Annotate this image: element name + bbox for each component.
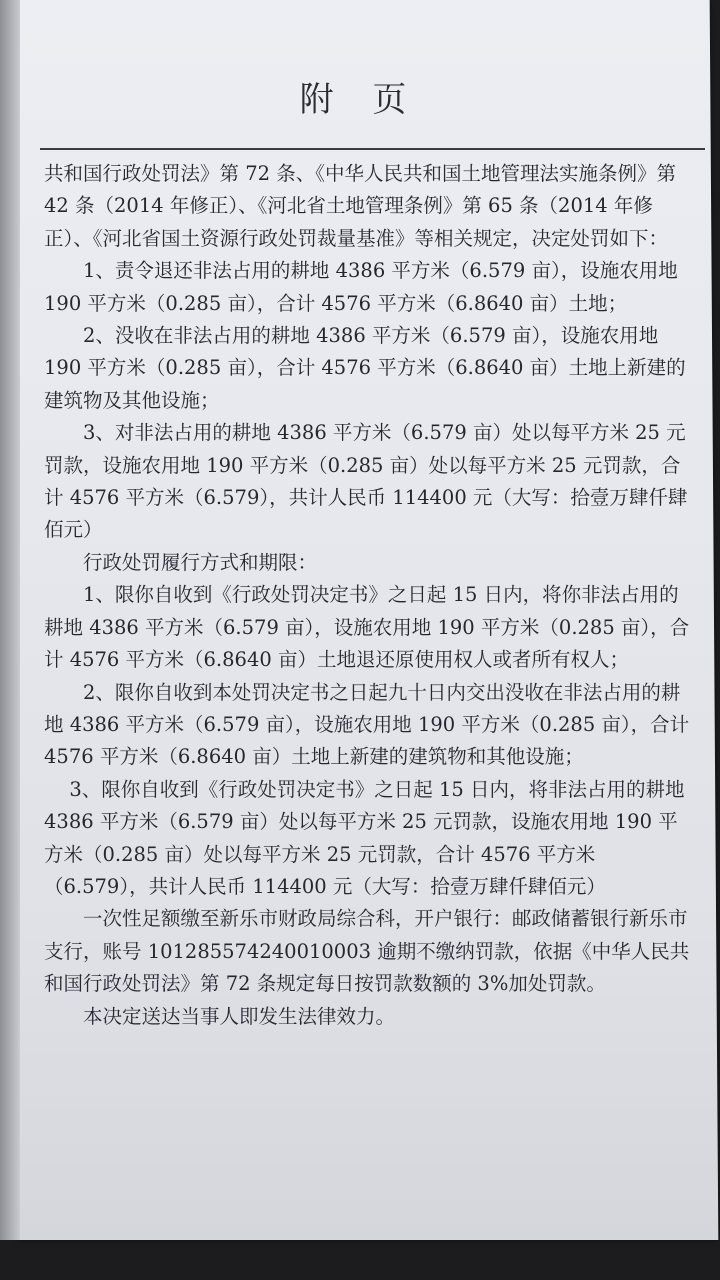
paragraph-execution-heading: 行政处罚履行方式和期限： xyxy=(83,550,318,574)
document-body xyxy=(44,158,694,1033)
page-title: 附 页 xyxy=(299,80,421,120)
paragraph-effect: 本决定送达当事人即发生法律效力。 xyxy=(83,1004,396,1028)
paragraph-penalty-2: 2、没收在非法占用的耕地 4386 平方米（6.579 亩），设施农用地 190 平方米（0.285 亩），合计 4576 平方米（6.8640 亩）土地上新建的建筑物及其他设施； xyxy=(44,324,686,412)
paragraph-payment: 一次性足额缴至新乐市财政局综合科，开户银行：邮政储蓄银行新乐市支行，账号 101285574240010003 逾期不缴纳罚款，依据《中华人民共和国行政处罚法》第 72 条规定每日按罚款数额的 3%加处罚款。 xyxy=(44,907,690,996)
paragraph-penalty-1: 1、责令退还非法占用的耕地 4386 平方米（6.579 亩），设施农用地 190 平方米（0.285 亩），合计 4576 平方米（6.8640 亩）土地； xyxy=(44,259,678,315)
page-edge xyxy=(0,0,20,1240)
paragraph-penalty-3: 3、对非法占用的耕地 4386 平方米（6.579 亩）处以每平方米 25 元罚款，设施农用地 190 平方米（0.285 亩）处以每平方米 25 元罚款，合计 4576 平方米（6.579），共计人民币 114400 元（大写：拾壹万肆仟肆佰元） xyxy=(44,421,688,542)
paragraph-execution-2: 2、限你自收到本处罚决定书之日起九十日内交出没收在非法占用的耕地 4386 平方米（6.579 亩），设施农用地 190 平方米（0.285 亩），合计 4576 平方米（6.8640 亩）土地上新建的建筑物和其他设施； xyxy=(44,680,690,769)
title-divider xyxy=(40,148,705,150)
paragraph-legal-basis: 共和国行政处罚法》第 72 条、《中华人民共和国土地管理法实施条例》第 42 条（2014 年修正）、《河北省土地管理条例》第 65 条（2014 年修正）、《河北省国土资源行政处罚裁量基准》等相关规定，决定处罚如下： xyxy=(44,162,676,250)
paragraph-execution-3: 3、限你自收到《行政处罚决定书》之日起 15 日内，将非法占用的耕地 4386 平方米（6.579 亩）处以每平方米 25 元罚款，设施农用地 190 平方米（0.285 亩）处以每平方米 25 元罚款，合计 4576 平方米（6.579），共计人民币 114400 元（大写：拾壹万肆仟肆佰元） xyxy=(44,777,685,898)
paragraph-execution-1: 1、限你自收到《行政处罚决定书》之日起 15 日内，将你非法占用的耕地 4386 平方米（6.579 亩），设施农用地 190 平方米（0.285 亩），合计 4576 平方米（6.8640 亩）土地退还原使用权人或者所有权人； xyxy=(44,583,690,672)
